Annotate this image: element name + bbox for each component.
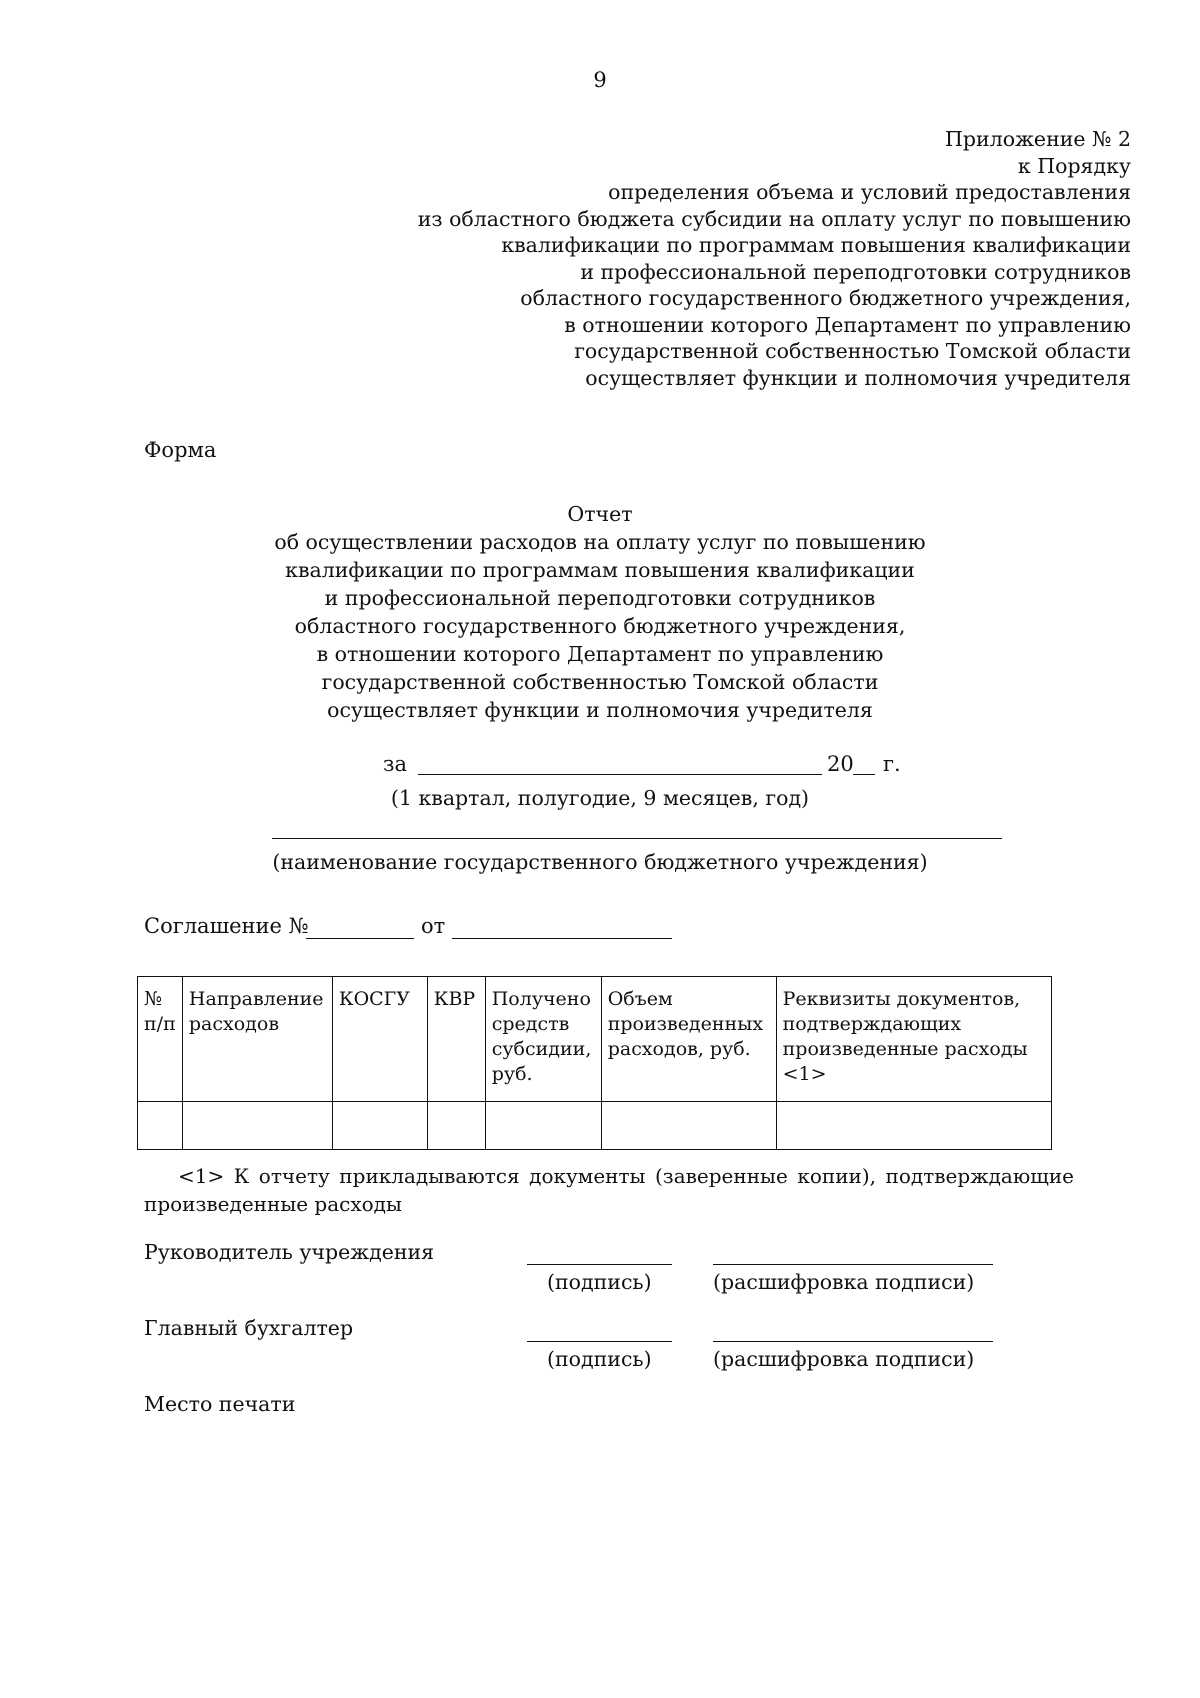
agreement-label: Соглашение № bbox=[144, 914, 309, 938]
accountant-decode-line[interactable] bbox=[713, 1341, 993, 1342]
appendix-line: государственной собственностью Томской области bbox=[574, 339, 1131, 363]
year-suffix: г. bbox=[883, 752, 901, 776]
stamp-label: Место печати bbox=[144, 1392, 296, 1416]
appendix-line: квалификации по программам повышения квалификации bbox=[501, 233, 1131, 257]
appendix-line: осуществляет функции и полномочия учредителя bbox=[585, 365, 1131, 390]
period-hint: (1 квартал, полугодие, 9 месяцев, год) bbox=[390, 786, 810, 810]
table-cell[interactable] bbox=[138, 1102, 183, 1150]
title-line: в отношении которого Департамент по управлению bbox=[316, 642, 884, 666]
table-cell[interactable] bbox=[332, 1102, 427, 1150]
agreement-date-line[interactable] bbox=[452, 938, 672, 939]
header-cell-kvr: КВР bbox=[427, 977, 485, 1102]
table-row bbox=[138, 1102, 1052, 1150]
institution-blank-line[interactable] bbox=[272, 838, 1002, 839]
year-blank-line[interactable] bbox=[853, 774, 875, 775]
period-blank-line[interactable] bbox=[418, 774, 822, 775]
accountant-signature-line[interactable] bbox=[527, 1341, 672, 1342]
institution-hint: (наименование государственного бюджетного учреждения) bbox=[272, 850, 928, 874]
appendix-line: к Порядку bbox=[1017, 153, 1131, 178]
agreement-number-line[interactable] bbox=[306, 938, 414, 939]
agreement-from-label: от bbox=[421, 914, 446, 938]
table-cell[interactable] bbox=[601, 1102, 776, 1150]
director-sign-hint: (подпись) bbox=[547, 1270, 652, 1294]
table-cell[interactable] bbox=[485, 1102, 601, 1150]
table-cell[interactable] bbox=[182, 1102, 332, 1150]
header-cell-volume: Объем произведенных расходов, руб. bbox=[601, 977, 776, 1102]
appendix-line: определения объема и условий предоставления bbox=[608, 180, 1131, 204]
appendix-block bbox=[418, 126, 1131, 391]
agreement-field bbox=[144, 914, 704, 944]
title-line: и профессиональной переподготовки сотрудников bbox=[324, 586, 876, 610]
header-cell-kosgu: КОСГУ bbox=[332, 977, 427, 1102]
title-line: квалификации по программам повышения квалификации bbox=[285, 558, 915, 582]
header-cell-documents: Реквизиты документов, подтверждающих произведенные расходы <1> bbox=[776, 977, 1051, 1102]
title-line: осуществляет функции и полномочия учредителя bbox=[327, 698, 873, 722]
appendix-line: и профессиональной переподготовки сотрудников bbox=[580, 259, 1131, 284]
table-cell[interactable] bbox=[776, 1102, 1051, 1150]
accountant-label: Главный бухгалтер bbox=[144, 1316, 354, 1340]
header-cell-received: Получено средств субсидии, руб. bbox=[485, 977, 601, 1102]
director-label: Руководитель учреждения bbox=[144, 1240, 435, 1264]
appendix-line: в отношении которого Департамент по управлению bbox=[564, 312, 1131, 337]
footnote-line-1: <1> К отчету прикладываются документы (заверенные копии), подтверждающие bbox=[178, 1164, 1074, 1188]
accountant-sign-hint: (подпись) bbox=[547, 1347, 652, 1371]
table-cell[interactable] bbox=[427, 1102, 485, 1150]
header-cell-number: № п/п bbox=[138, 977, 183, 1102]
director-signature-line[interactable] bbox=[527, 1264, 672, 1265]
title-line: государственной собственностью Томской области bbox=[321, 670, 879, 694]
appendix-line: Приложение № 2 bbox=[945, 127, 1131, 151]
year-prefix: 20 bbox=[827, 752, 854, 776]
appendix-line: областного государственного бюджетного учреждения, bbox=[520, 286, 1131, 310]
director-decode-line[interactable] bbox=[713, 1264, 993, 1265]
report-table bbox=[137, 976, 1052, 1150]
header-cell-direction: Направление расходов bbox=[182, 977, 332, 1102]
form-label: Форма bbox=[144, 438, 217, 462]
table-header-row bbox=[138, 977, 1052, 1102]
footnote-line-2: произведенные расходы bbox=[144, 1192, 402, 1216]
report-title bbox=[0, 500, 1200, 724]
period-prefix: за bbox=[383, 752, 407, 776]
footnote bbox=[144, 1162, 1074, 1218]
title-line: об осуществлении расходов на оплату услуг по повышению bbox=[274, 530, 926, 554]
accountant-decode-hint: (расшифровка подписи) bbox=[713, 1347, 975, 1371]
page-number: 9 bbox=[593, 68, 607, 92]
title-line: Отчет bbox=[567, 502, 633, 526]
director-decode-hint: (расшифровка подписи) bbox=[713, 1270, 975, 1294]
title-line: областного государственного бюджетного учреждения, bbox=[294, 614, 906, 638]
appendix-line: из областного бюджета субсидии на оплату услуг по повышению bbox=[417, 206, 1131, 231]
